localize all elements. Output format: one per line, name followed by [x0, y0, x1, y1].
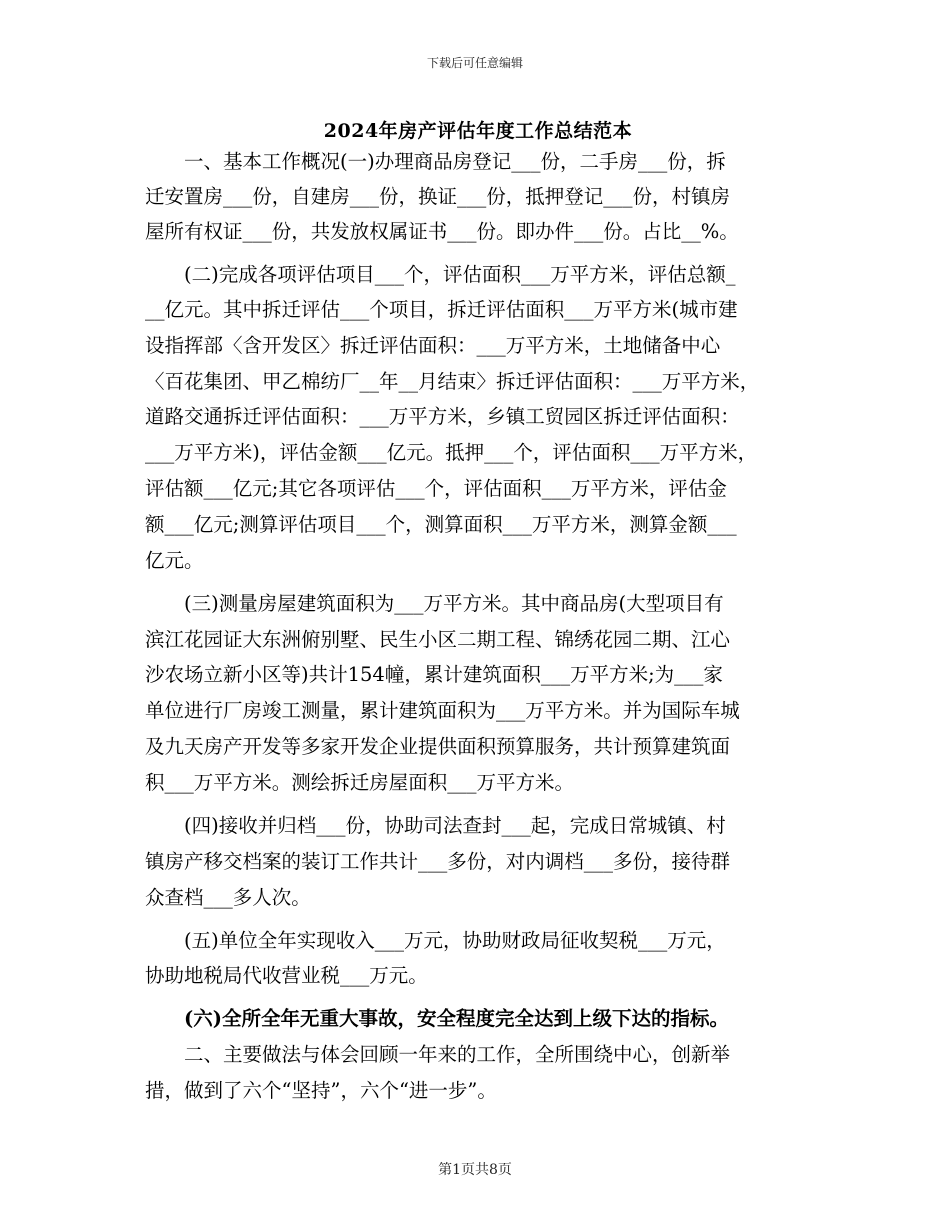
body-line: 设指挥部〈含开发区〉拆迁评估面积：___万平方米，土地储备中心: [145, 334, 721, 357]
body-line: 二、主要做法与体会回顾一年来的工作，全所围绕中心，创新举: [145, 1043, 731, 1066]
body-line: ___万平方米)，评估金额___亿元。抵押___个，评估面积___万平方米，: [145, 441, 758, 464]
body-line: 及九天房产开发等多家开发企业提供面积预算服务，共计预算建筑面: [145, 735, 731, 758]
page-footer: 第1页共8页: [438, 1162, 512, 1178]
body-line: 众查档___多人次。: [145, 886, 311, 909]
body-line: 镇房产移交档案的装订工作共计___多份，对内调档___多份，接待群: [145, 850, 731, 873]
document-title: 2024年房产评估年度工作总结范本: [323, 120, 633, 142]
body-line: (二)完成各项评估项目___个，评估面积___万平方米，评估总额_: [145, 263, 736, 286]
body-line: 沙农场立新小区等)共计154幢，累计建筑面积___万平方米;为___家: [145, 663, 723, 686]
body-line: 亿元。: [145, 549, 204, 572]
body-line: 〈百花集团、甲乙棉纺厂__年__月结束〉拆迁评估面积：___万平方米，: [145, 370, 760, 393]
body-line: 一、基本工作概况(一)办理商品房登记___份，二手房___份，拆: [145, 150, 726, 173]
body-line: (五)单位全年实现收入___万元，协助财政局征收契税___万元，: [145, 929, 726, 952]
body-line: 评估额___亿元;其它各项评估___个，评估面积___万平方米，评估金: [145, 477, 727, 500]
body-line: 单位进行厂房竣工测量，累计建筑面积为___万平方米。并为国际车城: [145, 699, 740, 722]
page-header: 下载后可任意编辑: [426, 56, 523, 70]
body-line: (四)接收并归档___份，协助司法查封___起，完成日常城镇、村: [145, 814, 726, 837]
body-line: 屋所有权证___份，共发放权属证书___份。即办件___份。占比__%。: [145, 220, 739, 243]
body-line: 协助地税局代收营业税___万元。: [145, 964, 428, 987]
body-line: (三)测量房屋建筑面积为___万平方米。其中商品房(大型项目有: [145, 592, 724, 615]
body-line-bold: (六)全所全年无重大事故，安全程度完全达到上级下达的指标。: [145, 1007, 729, 1030]
body-line: 道路交通拆迁评估面积：___万平方米，乡镇工贸园区拆迁评估面积：: [145, 405, 740, 428]
body-line: 积___万平方米。测绘拆迁房屋面积___万平方米。: [145, 771, 575, 794]
body-line: 滨江花园证大东洲俯别墅、民生小区二期工程、锦绣花园二期、江心: [145, 628, 731, 651]
body-line: 额___亿元;测算评估项目___个，测算面积___万平方米，测算金额___: [145, 513, 737, 536]
body-line: __亿元。其中拆迁评估___个项目，拆迁评估面积___万平方米(城市建: [145, 298, 738, 321]
body-line: 措，做到了六个“坚持”，六个“进一步”。: [145, 1079, 497, 1102]
body-line: 迁安置房___份，自建房___份，换证___份，抵押登记___份，村镇房: [145, 185, 731, 208]
